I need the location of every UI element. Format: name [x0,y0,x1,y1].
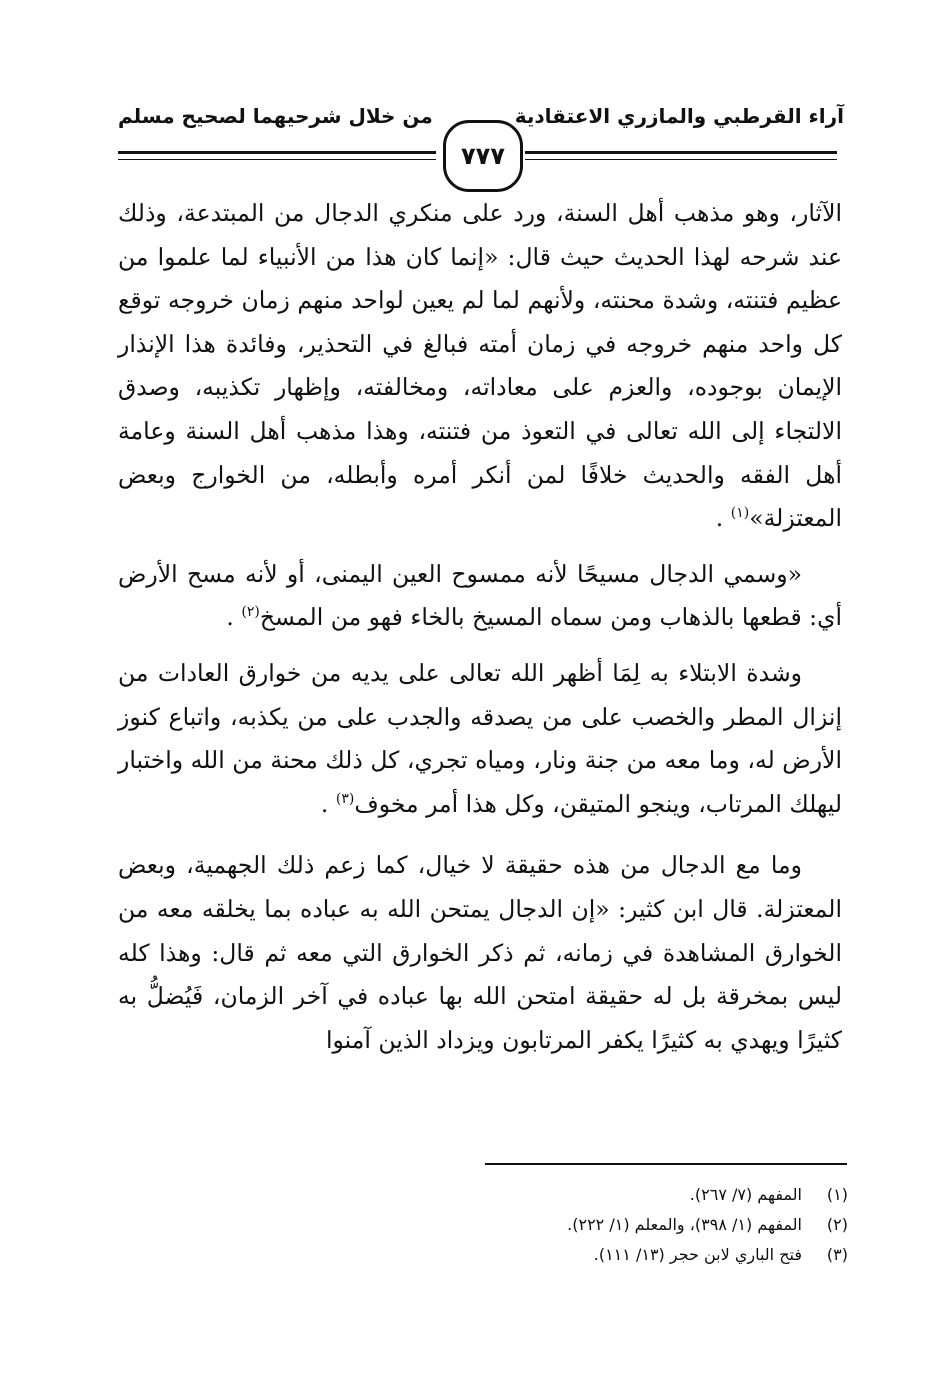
main-text [118,192,842,1062]
page-number: ٧٧٧ [461,142,505,170]
footnotes [300,1180,848,1270]
footnote-number: (٣) [826,1245,848,1264]
page-header [0,0,944,200]
paragraph: وما مع الدجال من هذه حقيقة لا خيال، كما زعم ذلك الجهمية، وبعض المعتزلة. قال ابن كثير: «إن الدجال يمتحن الله به عباده بما يخلقه معه من الخوارق المشاهدة في زمانه، ثم ذكر الخوارق التي معه ثم قال: وهذا كله ليس بمخرقة بل له حقيقة امتحن الله بها عباده في آخر الزمان، فَيُضلُّ به كثيرًا ويهدي به كثيرًا يكفر المرتابون ويزداد الذين آمنوا [118,851,842,1054]
footnote-number: (١) [826,1185,848,1204]
running-title: آراء القرطبي والمازري الاعتقادية [514,104,844,128]
header-rule-right [525,151,837,154]
header-rule-left-thin [118,159,436,160]
footnote [300,1240,848,1270]
paragraph: الآثار، وهو مذهب أهل السنة، ورد على منكري الدجال من المبتدعة، وذلك عند شرحه لهذا الحديث حيث قال: «إنما كان هذا من الأنبياء لما علموا من عظيم فتنته، وشدة محنته، ولأنهم لما لم يعين لواحد منهم زمان خروجه توقع كل واحد منهم خروجه في زمان أمته فبالغ في التحذير، وفائدة هذا الإنذار الإيمان بوجوده، والعزم على معاداته، ومخالفته، وإظهار تكذيبه، وصدق الالتجاء إلى الله تعالى في التعوذ من فتنته، وهذا مذهب أهل السنة وعامة أهل الفقه والحديث خلافًا لمن أنكر أمره وأبطله، من الخوارج وبعض المعتزلة»$^{(١)}$ . [118,199,842,533]
footnote [300,1210,848,1240]
footnote-ref: (١) [730,505,750,522]
footnote-ref: (٣) [335,790,355,807]
running-subtitle: من خلال شرحيهما لصحيح مسلم [118,104,433,128]
header-rule-right-thin [525,159,837,160]
footnote-separator [485,1163,847,1165]
footnote [300,1180,848,1210]
paragraph: «وسمي الدجال مسيحًا لأنه ممسوح العين اليمنى، أو لأنه مسح الأرض أي: قطعها بالذهاب ومن سماه المسيخ بالخاء فهو من المسخ$^{(٢)}$ . [118,559,842,632]
footnote-text: فتح الباري لابن حجر (١٣/ ١١١). [593,1245,802,1264]
footnote-number: (٢) [826,1215,848,1234]
header-rule-left [118,151,436,154]
page-number-badge [443,120,523,192]
footnote-ref: (٢) [241,604,260,621]
paragraph: وشدة الابتلاء به لِمَا أظهر الله تعالى على يديه من خوارق العادات من إنزال المطر والخصب على من يصدقه والجدب على من يكذبه، واتباع كنوز الأرض له، وما معه من جنة ونار، ومياه تجري، كل ذلك محنة من الله واختبار ليهلك المرتاب، وينجو المتيقن، وكل هذا أمر مخوف$^{(٣)}$ . [118,658,842,818]
footnote-text: المفهم (١/ ٣٩٨)، والمعلم (١/ ٢٢٢). [567,1215,802,1234]
footnote-text: المفهم (٧/ ٢٦٧). [689,1185,802,1204]
